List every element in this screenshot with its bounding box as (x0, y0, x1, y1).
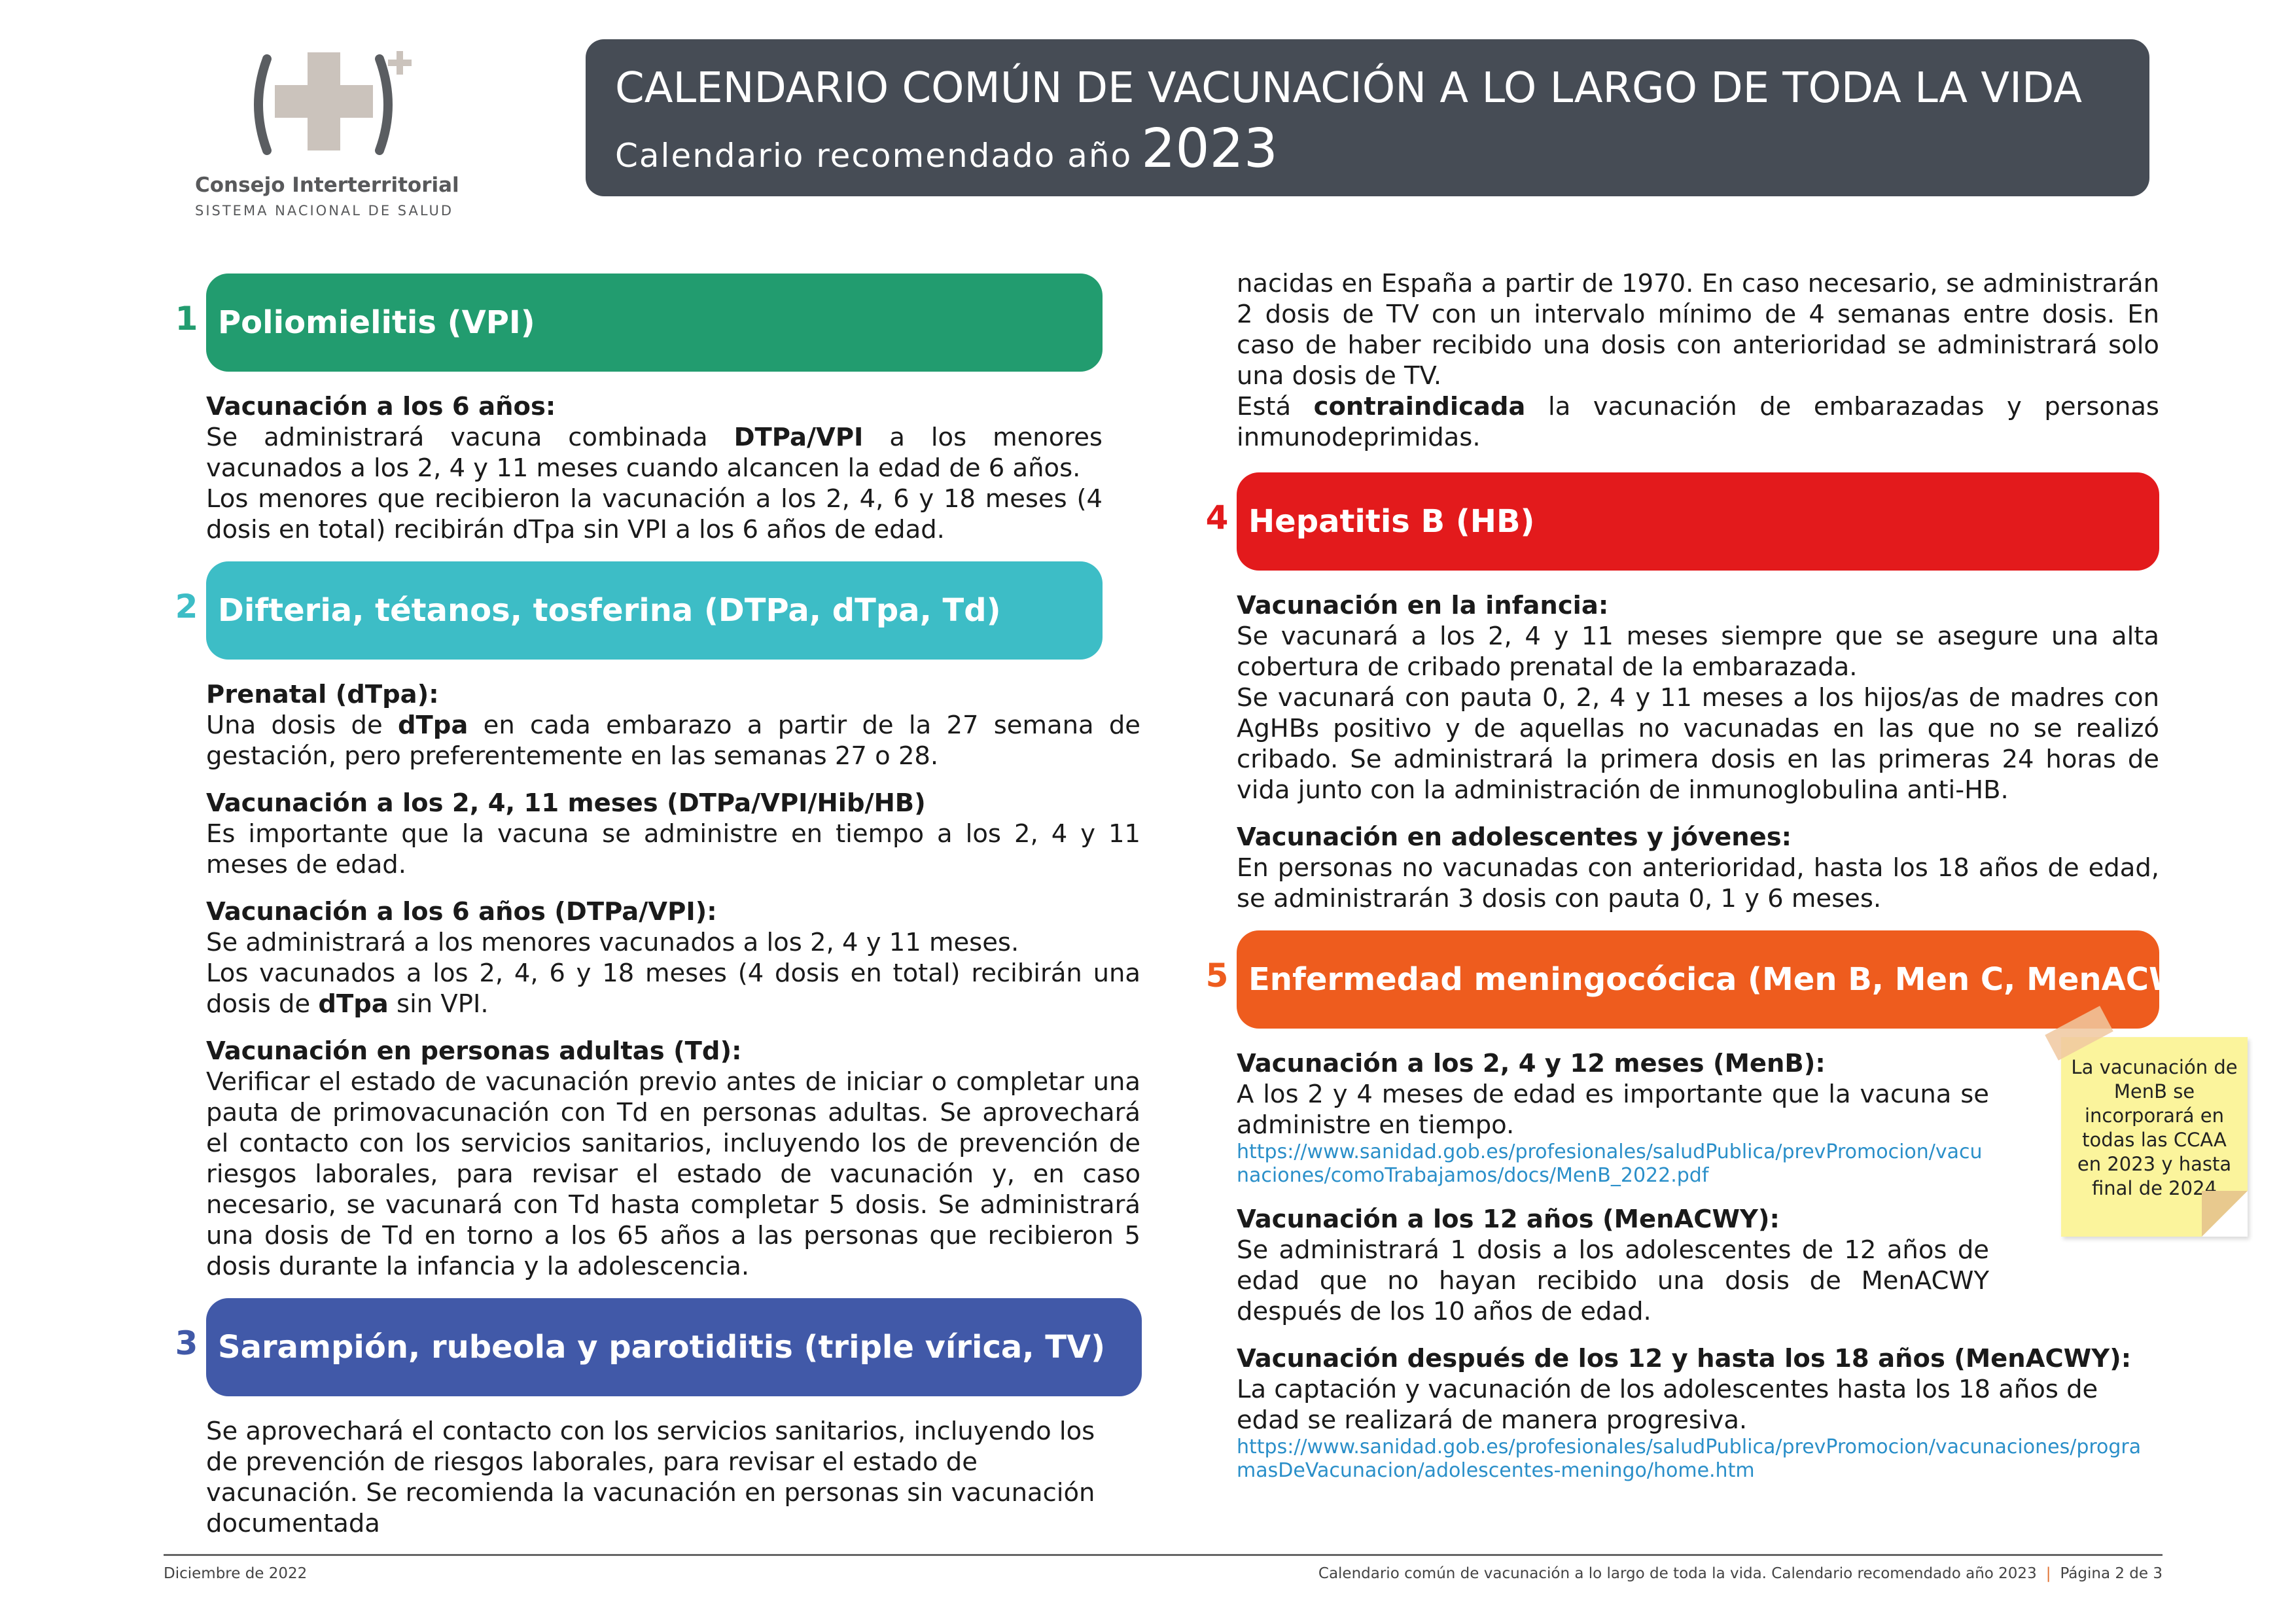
subtitle-year: 2023 (1141, 118, 1278, 180)
section-body-dtpa (206, 679, 1140, 1282)
paragraph: Se administrará 1 dosis a los adolescentes de 12 años de edad que no hayan recibido una dosis de MenACWY después de los 10 años de edad. (1237, 1235, 1989, 1326)
section-header-men (1191, 930, 2221, 1029)
subheading: Vacunación en adolescentes y jóvenes: (1237, 822, 1792, 852)
section-header-polio (160, 274, 1142, 372)
subheading: Vacunación después de los 12 y hasta los 18 años (MenACWY): (1237, 1344, 2132, 1373)
paragraph: Se administrará vacuna combinada DTPa/VPI a los menores vacunados a los 2, 4 y 11 meses cuando alcancen la edad de 6 años. (206, 423, 1103, 483)
paragraph: Verificar el estado de vacunación previo antes de iniciar o completar una pauta de primovacunación con Td en personas adultas. Se aprovechará el contacto con los servicios sanitarios, incluyendo los de prevención de riesgos laborales, para revisar el estado de vacunación y, en caso necesario, se vacunará con Td hasta completar 5 dosis. Se administrará una dosis de Td en torno a los 65 años a las personas que recibieron 5 dosis durante la infancia y la adolescencia. (206, 1067, 1140, 1281)
section-number: 1 (175, 300, 198, 338)
paragraph: La captación y vacunación de los adolescentes hasta los 18 años de edad se realizará de manera progresiva. (1237, 1375, 2098, 1435)
page-number: Página 2 de 3 (2060, 1565, 2163, 1582)
paragraph: Es importante que la vacuna se administre en tiempo a los 2, 4 y 11 meses de edad. (206, 819, 1140, 879)
footer-divider (164, 1554, 2163, 1556)
paragraph: Se vacunará a los 2, 4 y 11 meses siempre que se asegure una alta cobertura de cribado prenatal de la embarazada. (1237, 622, 2159, 682)
paragraph: Los vacunados a los 2, 4, 6 y 18 meses (4 dosis en total) recibirán una dosis de dTpa sin VPI. (206, 959, 1140, 1019)
section-title-men: Enfermedad meningocócica (Men B, Men C, MenACWY) (1237, 930, 2159, 1029)
section-header-tv (160, 1298, 1142, 1396)
section-body-tv (206, 1416, 1109, 1539)
subtitle-label: Calendario recomendado año (615, 137, 1133, 175)
org-subtitle: SISTEMA NACIONAL DE SALUD (195, 203, 454, 219)
paragraph: Una dosis de dTpa en cada embarazo a partir de la 27 semana de gestación, pero preferentemente en las semanas 27 o 28. (206, 711, 1140, 771)
link-menb-pdf[interactable]: https://www.sanidad.gob.es/profesionales/saludPublica/prevPromocion/vacunaciones/comoTrabajamos/docs/MenB_2022.pdf (1237, 1140, 1983, 1187)
section-body-polio (206, 391, 1103, 545)
subheading: Vacunación a los 6 años: (206, 392, 556, 421)
footer-separator: | (2045, 1565, 2051, 1582)
subheading: Vacunación en personas adultas (Td): (206, 1036, 742, 1066)
subheading: Prenatal (dTpa): (206, 680, 439, 709)
right-column (1191, 268, 2221, 1499)
footer-info (1318, 1565, 2163, 1582)
paragraph: Se aprovechará el contacto con los servicios sanitarios, incluyendo los de prevención de riesgos laborales, para revisar el estado de vacunación. Se recomienda la vacunación en personas sin vacunación documentada (206, 1417, 1095, 1538)
subheading: Vacunación a los 2, 4 y 12 meses (MenB): (1237, 1049, 1826, 1078)
subheading: Vacunación en la infancia: (1237, 591, 1609, 620)
section-title-tv: Sarampión, rubeola y parotiditis (triple vírica, TV) (206, 1298, 1142, 1396)
paragraph: nacidas en España a partir de 1970. En caso necesario, se administrarán 2 dosis de TV con un intervalo mínimo de 4 semanas entre dosis. En caso de haber recibido una dosis con anterioridad se administrará solo una dosis de TV. (1237, 269, 2159, 391)
logo (190, 46, 465, 229)
note-text: La vacunación de MenB se incorporará en todas las CCAA en 2023 y hasta final de 2024 (2071, 1056, 2238, 1199)
left-column (160, 274, 1142, 1539)
section-header-dtpa (160, 561, 1142, 660)
section-title-dtpa: Difteria, tétanos, tosferina (DTPa, dTpa, Td) (206, 561, 1103, 660)
section-body-tv-continued (1237, 268, 2159, 453)
paragraph: Se vacunará con pauta 0, 2, 4 y 11 meses a los hijos/as de madres con AgHBs positivo y de aquellas no vacunadas en las que no se realizó cribado. Se administrará la primera dosis en las primeras 24 horas de vida junto con la administración de inmunoglobulina anti-HB. (1237, 683, 2159, 805)
title-banner (586, 39, 2149, 196)
subheading: Vacunación a los 2, 4, 11 meses (DTPa/VPI/Hib/HB) (206, 788, 926, 818)
footer-date: Diciembre de 2022 (164, 1565, 308, 1582)
section-number: 5 (1205, 957, 1229, 995)
section-number: 4 (1205, 499, 1229, 537)
section-header-hb (1191, 472, 2159, 571)
section-number: 3 (175, 1324, 198, 1362)
section-body-men (1237, 1048, 2159, 1483)
section-title-polio: Poliomielitis (VPI) (206, 274, 1103, 372)
sticky-note (2061, 1037, 2248, 1237)
section-body-hb (1237, 590, 2159, 914)
footer-doc-title: Calendario común de vacunación a lo largo de toda la vida. Calendario recomendado año 2023 (1318, 1565, 2037, 1582)
org-name: Consejo Interterritorial (195, 173, 459, 197)
section-number: 2 (175, 588, 198, 626)
paragraph: Está contraindicada la vacunación de embarazadas y personas inmunodeprimidas. (1237, 392, 2159, 452)
paragraph: En personas no vacunadas con anterioridad, hasta los 18 años de edad, se administrarán 3 dosis con pauta 0, 1 y 6 meses. (1237, 853, 2159, 913)
link-meningo-adolescentes[interactable]: https://www.sanidad.gob.es/profesionales/saludPublica/prevPromocion/vacunaciones/programasDeVacunacion/adolescentes-meningo/home.htm (1237, 1436, 2142, 1482)
paragraph: Se administrará a los menores vacunados a los 2, 4 y 11 meses. (206, 928, 1019, 957)
page-curl-decoration (2202, 1191, 2248, 1237)
page-title: CALENDARIO COMÚN DE VACUNACIÓN A LO LARGO DE TODA LA VIDA (615, 64, 2082, 113)
paragraph: A los 2 y 4 meses de edad es importante que la vacuna se administre en tiempo. (1237, 1080, 1989, 1140)
paragraph: Los menores que recibieron la vacunación a los 2, 4, 6 y 18 meses (4 dosis en total) recibirán dTpa sin VPI a los 6 años de edad. (206, 484, 1103, 544)
subheading: Vacunación a los 6 años (DTPa/VPI): (206, 897, 717, 927)
subheading: Vacunación a los 12 años (MenACWY): (1237, 1205, 1780, 1234)
page-subtitle (615, 118, 1278, 180)
cross-plus-icon (249, 46, 419, 164)
section-title-hb: Hepatitis B (HB) (1237, 472, 2159, 571)
